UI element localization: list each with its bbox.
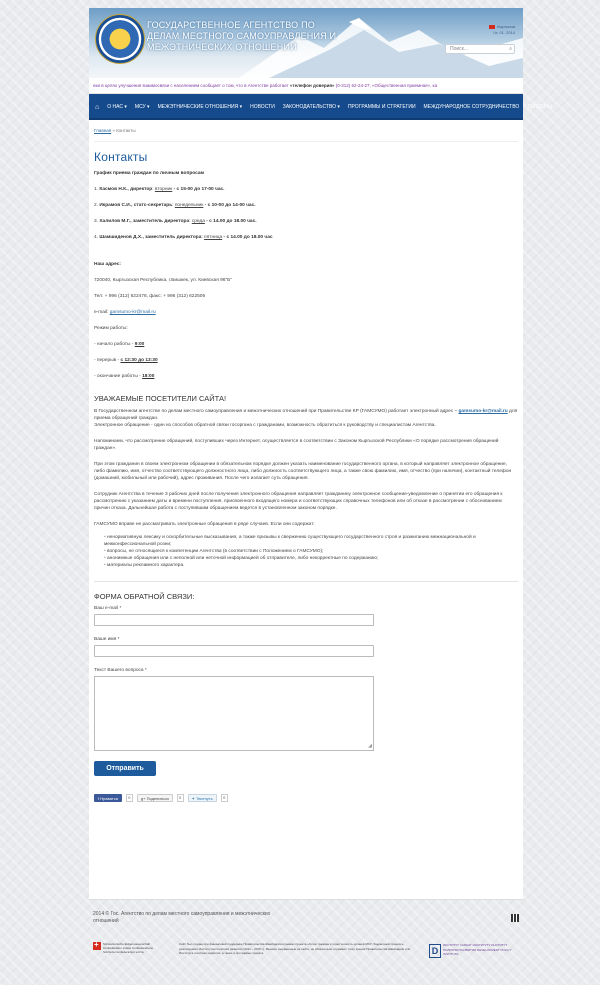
kyrgyz-flag-icon (489, 25, 495, 29)
list-item: • анонимные обращения или с неполной или неточной информацией об отправителе, либо некорректные по содержанию; (104, 555, 518, 562)
search-icon[interactable]: ⌕ (509, 46, 512, 52)
address-label: Наш адрес: (94, 262, 121, 267)
work-start: - начало работы - 9:00 (94, 342, 145, 347)
name-field-label: Ваше имя * (94, 637, 120, 642)
visitors-paragraph: При этом гражданин в своем электронном обращении в обязательном порядке должен указать наименование государственного органа, в который направляет электронное обращение, либо фамилию, имя, отчество соответствующего должностного лица, либо должность соответствующего лица, а также свою фамилию, имя, отчество (при наличии), контактный телефон (домашний, мобильный или рабочий), адрес проживания. После чего излагает суть обращения. (94, 462, 512, 481)
search-input[interactable]: Поиск... ⌕ (445, 44, 515, 54)
schedule-item: 3. Халилов М.Г., заместитель директора: среда - с 14.00 до 18.00 час. (94, 219, 257, 224)
list-item: • ненормативную лексику и оскорбительные высказывания, а также призывы к свержению существующего государственного строя и разжиганию межнациональной и межконфессиональной розни; (104, 534, 518, 548)
restrictions-list (104, 534, 518, 569)
work-end: - окончание работы - 18:00 (94, 374, 155, 379)
list-item: • материалы рекламного характера. (104, 562, 518, 569)
email-link[interactable]: gamsumo-kr@mail.ru (109, 310, 156, 315)
google-plus-share-button[interactable]: g+ Поделиться (137, 794, 173, 802)
nav-item-interethnic[interactable]: МЕЖЭТНИЧЕСКИЕ ОТНОШЕНИЯ ▾ (157, 104, 243, 110)
main-content (89, 120, 523, 900)
visitors-paragraph: ГАМСУМО вправе не рассматривать электронные обращения в ряде случаев. Если они содержат: (94, 522, 315, 527)
divider (94, 581, 518, 582)
breadcrumb: Главная » Контакты (94, 128, 518, 142)
nav-item-msu[interactable]: МСУ ▾ (134, 104, 150, 110)
nav-item-tenders[interactable]: ТЕНДЕРЫ (527, 104, 552, 110)
email-link[interactable]: gamsumo-kr@mail.ru (458, 409, 508, 414)
form-heading: ФОРМА ОБРАТНОЙ СВЯЗИ: (94, 592, 195, 601)
dpi-logo-icon[interactable]: D (429, 944, 441, 958)
visitors-paragraph: В Государственном агентстве по делам местного самоуправления и межэтнических отношений при Правительстве КР (ГАМСУМО) работает электронный адрес – gamsumo-kr@mail.ru для приема обращений граждан. Электронное обращение - один из способов обратной связи госоргана с гражданами, возможность обратиться к руководству и специалистам Агентства. (94, 409, 518, 428)
breadcrumb-current: Контакты (116, 128, 136, 133)
email-field[interactable] (94, 614, 374, 626)
twitter-tweet-button[interactable]: ✦ Твитнуть (188, 794, 217, 802)
twitter-icon: ✦ (191, 795, 197, 801)
work-break: - перерыв - с 12:30 до 13:30 (94, 358, 158, 363)
facebook-icon: f (98, 795, 101, 801)
email-line: e-mail: gamsumo-kr@mail.ru (94, 310, 156, 315)
nav-item-news[interactable]: НОВОСТИ (250, 104, 275, 110)
site-title[interactable]: ГОСУДАРСТВЕННОЕ АГЕНТСТВО ПО ДЕЛАМ МЕСТНОГО САМОУПРАВЛЕНИЯ И МЕЖЭТНИЧЕСКИХ ОТНОШЕНИЙ (147, 20, 337, 52)
partners (89, 942, 523, 972)
schedule-item: 2. Икрамов С.И., статс-секретарь: понедельник - с 10-00 до 14-00 час. (94, 203, 256, 208)
language-switcher[interactable]: Кыргызча Чт, 01. 2014 (489, 24, 515, 36)
visitors-paragraph: Напоминаем, что рассмотрение обращений, поступивших через Интернет, осуществляется в соответствии с Законом Кыргызской Республики «О порядке рассмотрения обращений граждан». (94, 439, 499, 451)
dpi-logo-text: ИНСТИТУТ САЯСАТ ИНСТИТУТУ ИНСТИТУТ ПОЛИТИКИ РАЗВИТИЯ DEVELOPMENT POLICY INSTITUTE (443, 943, 512, 956)
schedule-item: 1. Касмов Н.К., директор: вторник - с 15-00 до 17-00 час. (94, 187, 225, 192)
question-textarea[interactable] (94, 676, 374, 751)
visitors-heading: УВАЖАЕМЫЕ ПОСЕТИТЕЛИ САЙТА! (94, 394, 227, 403)
qr-code-icon[interactable] (511, 914, 519, 922)
question-field-label: Текст Вашего вопроса * (94, 668, 147, 673)
phones: Тел: + 996 (312) 622478, факс: + 996 (312) 622506 (94, 294, 206, 299)
resize-grip-icon[interactable]: ◢ (368, 743, 372, 749)
footer (89, 911, 523, 956)
copyright: 2014 © Гос. Агентство по делам местного самоуправления и межэтнических отношений (93, 911, 271, 924)
nav-item-about[interactable]: О НАС ▾ (107, 104, 127, 110)
swiss-logo-text: Schweizerische Eidgenossenschaft Confédération suisse Confederazione Svizzera Confederaziun svizra (103, 942, 154, 954)
breadcrumb-home[interactable]: Главная (94, 128, 112, 133)
email-field-label: Ваш e-mail * (94, 606, 122, 611)
name-field[interactable] (94, 645, 374, 657)
main-nav (89, 94, 552, 120)
emblem-logo[interactable] (95, 14, 145, 64)
twitter-count: 0 (221, 794, 228, 802)
nav-item-international[interactable]: МЕЖДУНАРОДНОЕ СОТРУДНИЧЕСТВО (423, 104, 520, 110)
nav-item-legislation[interactable]: ЗАКОНОДАТЕЛЬСТВО ▾ (282, 104, 340, 110)
news-ticker: еки в целях улучшения взаимосвязи с населением сообщает о том, что в Агентстве работает «телефон доверия» (0-312) 62-24-27, «Общественная приемная», ка (89, 78, 523, 94)
support-text: Сайт был создан при финансовой поддержке Правительства Швейцарии в рамках проекта «Голос граждан и подотчетность органов МСУ: бюджетный процесс», реализуемого Институтом политики развития (2011 – 2015 г.). Мнения, выраженные на сайте, не обязательно отражают точку зрения Правительства Швейцарии или Института политики развития, а также и программы проекта. (179, 942, 411, 955)
page (89, 8, 552, 900)
facebook-count: 0 (126, 794, 133, 802)
home-icon[interactable]: ⌂ (95, 103, 100, 111)
header (89, 8, 523, 78)
visitors-paragraph: Сотрудник Агентства в течение 3 рабочих дней после получения электронного обращения направляет гражданину электронное сообщение-уведомление о принятии его обращения к рассмотрению с указанием даты и времени поступления, присвоенного входящего номера и соответствующих справочных телефонов или об отказе в рассмотрении с обоснованием причин отказа. Дальнейшая работа с поступившим обращением ведется в установленном законом порядке. (94, 492, 503, 511)
facebook-like-button[interactable]: f Нравится (94, 794, 122, 802)
address: 720040, Кыргызская Республика, г.Бишкек, ул. Киевская 96"Б" (94, 278, 233, 283)
share-bar (94, 794, 518, 802)
google-plus-count: 0 (177, 794, 184, 802)
swiss-flag-icon (93, 942, 101, 950)
list-item: • вопросы, не относящиеся к компетенции Агентства (в соответствии с Положением о ГАМСУМО); (104, 548, 518, 555)
google-plus-icon: g+ (140, 795, 147, 801)
nav-item-programs[interactable]: ПРОГРАММЫ И СТРАТЕГИИ (347, 104, 416, 110)
page-title: Контакты (94, 150, 148, 164)
submit-button[interactable]: Отправить (94, 761, 156, 776)
schedule-item: 4. Шамшиденов Д.Х., заместитель директора: пятница - с 14.00 до 18.00 час (94, 235, 273, 240)
schedule-heading: График приема граждан по личным вопросам (94, 171, 205, 176)
work-mode-label: Режим работы: (94, 326, 128, 331)
feedback-form (94, 592, 518, 776)
